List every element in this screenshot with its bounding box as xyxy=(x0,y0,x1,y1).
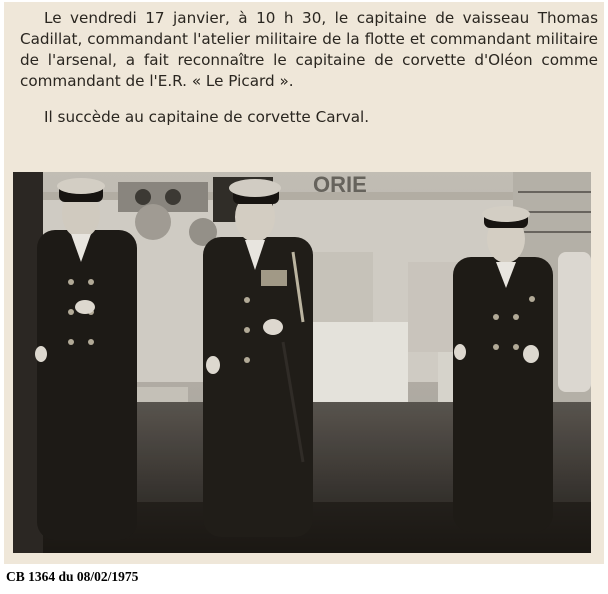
ceremony-photo xyxy=(13,172,591,553)
article-text xyxy=(20,8,598,128)
article-paragraph-1: Le vendredi 17 janvier, à 10 h 30, le capitaine de vaisseau Thomas Cadillat, commandant l'atelier militaire de la flotte et commandant militaire de l'arsenal, a fait reconnaître le capitaine de corvette d'Oléon comme commandant de l'E.R. « Le Picard ». xyxy=(20,9,598,90)
background-sign-text: ORIE xyxy=(313,172,367,197)
article-paragraph-2: Il succède au capitaine de corvette Carval. xyxy=(44,108,370,126)
source-caption: CB 1364 du 08/02/1975 xyxy=(6,569,139,584)
